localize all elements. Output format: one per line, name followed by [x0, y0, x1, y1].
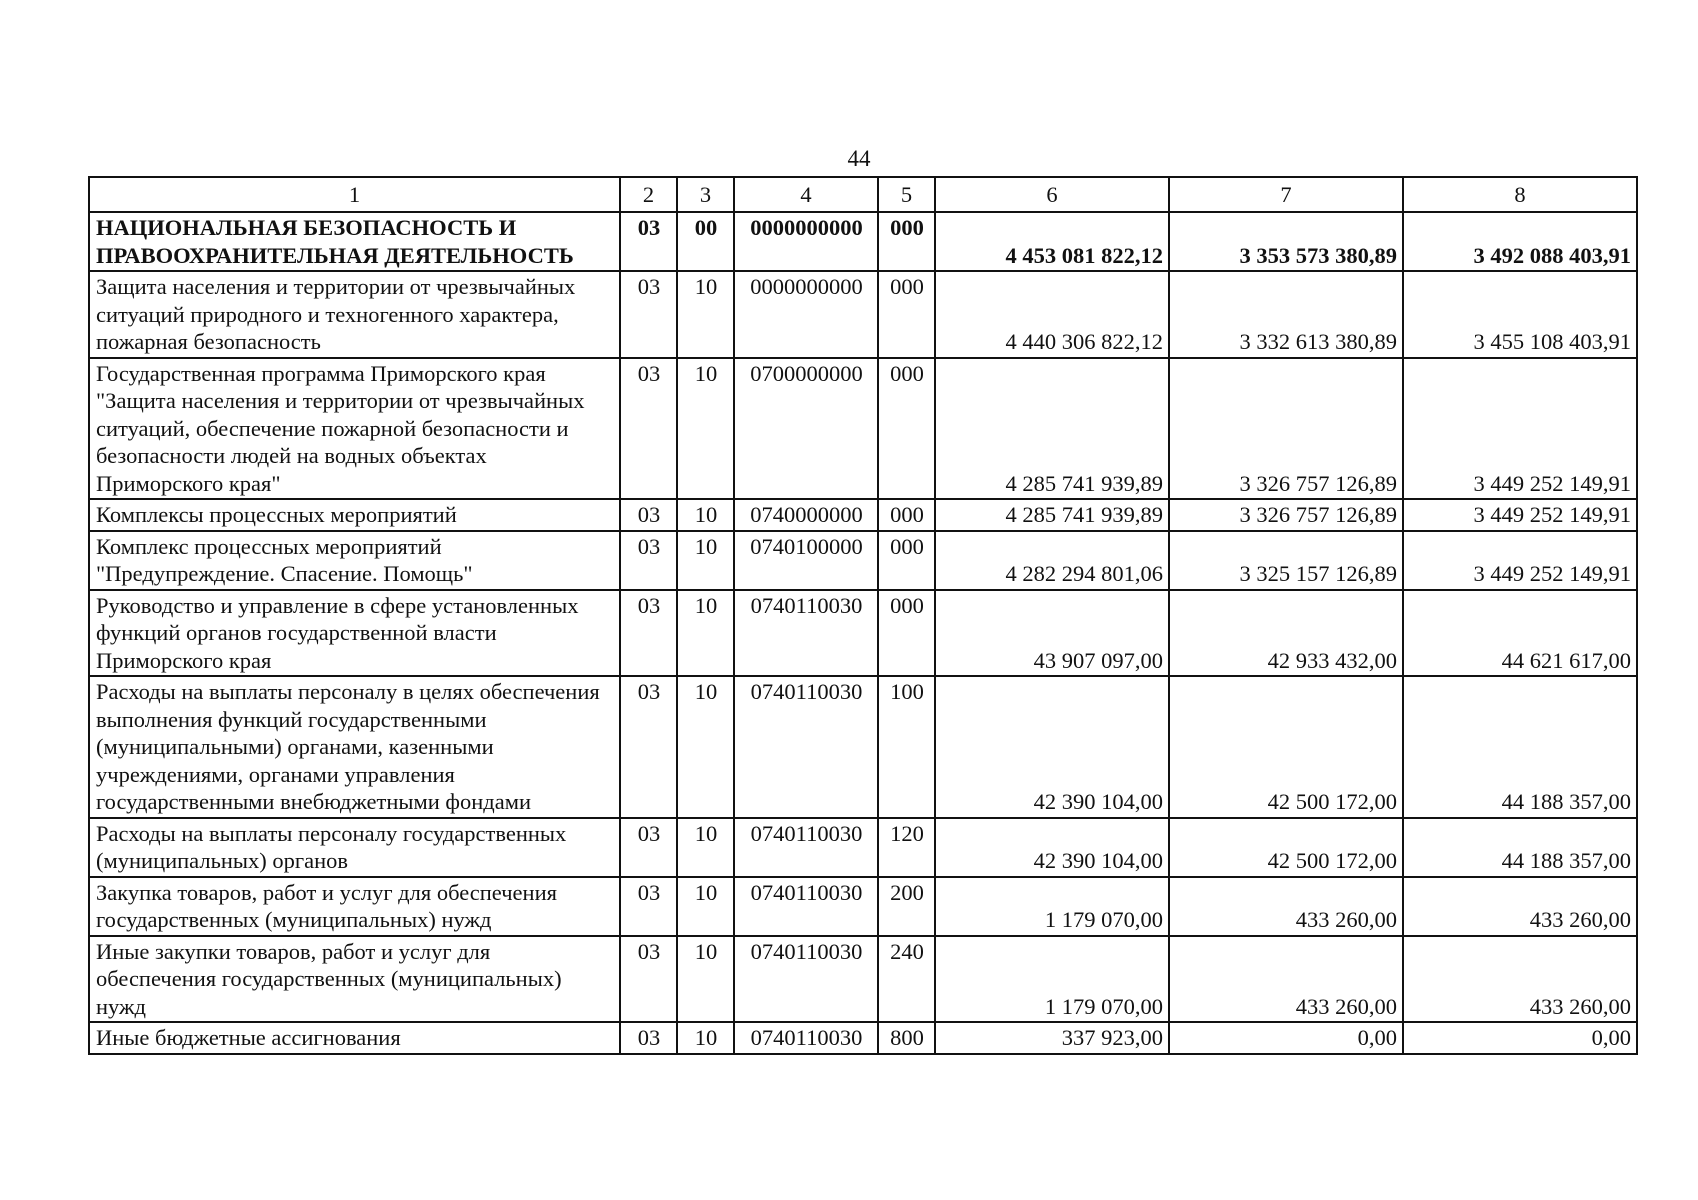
row-name: Иные бюджетные ассигнования — [89, 1022, 620, 1054]
amount-col-8: 3 455 108 403,91 — [1403, 271, 1637, 358]
amount-col-6: 1 179 070,00 — [935, 936, 1169, 1023]
row-name: Комплексы процессных мероприятий — [89, 499, 620, 531]
row-name: Расходы на выплаты персоналу в целях обеспечения выполнения функций государственными (муниципальными) органами, казенными учреждениями, органами управления государственными внебюджетными фондами — [89, 676, 620, 818]
header-col-4: 4 — [734, 177, 878, 212]
subsection-code: 10 — [677, 590, 734, 677]
section-code: 03 — [620, 531, 677, 590]
table-row — [89, 1022, 1637, 1054]
table-row — [89, 271, 1637, 358]
expense-type-code: 000 — [878, 499, 935, 531]
amount-col-6: 4 285 741 939,89 — [935, 358, 1169, 500]
row-name: Комплекс процессных мероприятий "Предупреждение. Спасение. Помощь" — [89, 531, 620, 590]
target-article-code: 0740100000 — [734, 531, 878, 590]
amount-col-6: 43 907 097,00 — [935, 590, 1169, 677]
table-row — [89, 877, 1637, 936]
header-col-8: 8 — [1403, 177, 1637, 212]
header-col-3: 3 — [677, 177, 734, 212]
amount-col-8: 44 621 617,00 — [1403, 590, 1637, 677]
row-name: Закупка товаров, работ и услуг для обеспечения государственных (муниципальных) нужд — [89, 877, 620, 936]
amount-col-7: 3 325 157 126,89 — [1169, 531, 1403, 590]
section-code: 03 — [620, 499, 677, 531]
expense-type-code: 000 — [878, 531, 935, 590]
target-article-code: 0740110030 — [734, 676, 878, 818]
table-row — [89, 590, 1637, 677]
amount-col-8: 3 449 252 149,91 — [1403, 499, 1637, 531]
row-name: Руководство и управление в сфере установленных функций органов государственной власти Приморского края — [89, 590, 620, 677]
header-col-1: 1 — [89, 177, 620, 212]
section-code: 03 — [620, 818, 677, 877]
header-col-7: 7 — [1169, 177, 1403, 212]
table-row — [89, 358, 1637, 500]
subsection-code: 10 — [677, 676, 734, 818]
amount-col-7: 3 326 757 126,89 — [1169, 358, 1403, 500]
target-article-code: 0000000000 — [734, 212, 878, 271]
amount-col-7: 42 933 432,00 — [1169, 590, 1403, 677]
amount-col-7: 42 500 172,00 — [1169, 676, 1403, 818]
amount-col-6: 42 390 104,00 — [935, 818, 1169, 877]
header-col-5: 5 — [878, 177, 935, 212]
expense-type-code: 100 — [878, 676, 935, 818]
table-row — [89, 531, 1637, 590]
row-name: Государственная программа Приморского края "Защита населения и территории от чрезвычайных ситуаций, обеспечение пожарной безопасности и безопасности людей на водных объектах Приморского края" — [89, 358, 620, 500]
expense-type-code: 000 — [878, 358, 935, 500]
target-article-code: 0740110030 — [734, 936, 878, 1023]
target-article-code: 0740110030 — [734, 818, 878, 877]
row-name: Защита населения и территории от чрезвычайных ситуаций природного и техногенного характера, пожарная безопасность — [89, 271, 620, 358]
amount-col-8: 0,00 — [1403, 1022, 1637, 1054]
header-row — [89, 177, 1637, 212]
table-row — [89, 499, 1637, 531]
row-name: Расходы на выплаты персоналу государственных (муниципальных) органов — [89, 818, 620, 877]
amount-col-8: 433 260,00 — [1403, 877, 1637, 936]
section-code: 03 — [620, 271, 677, 358]
amount-col-7: 0,00 — [1169, 1022, 1403, 1054]
amount-col-6: 42 390 104,00 — [935, 676, 1169, 818]
page-number: 44 — [847, 146, 871, 171]
amount-col-6: 4 285 741 939,89 — [935, 499, 1169, 531]
expense-type-code: 000 — [878, 590, 935, 677]
amount-col-8: 44 188 357,00 — [1403, 818, 1637, 877]
subsection-code: 10 — [677, 1022, 734, 1054]
expense-type-code: 120 — [878, 818, 935, 877]
section-code: 03 — [620, 936, 677, 1023]
table-row — [89, 936, 1637, 1023]
amount-col-8: 3 449 252 149,91 — [1403, 531, 1637, 590]
target-article-code: 0740110030 — [734, 877, 878, 936]
subsection-code: 10 — [677, 531, 734, 590]
target-article-code: 0740110030 — [734, 1022, 878, 1054]
target-article-code: 0740110030 — [734, 590, 878, 677]
expense-type-code: 240 — [878, 936, 935, 1023]
amount-col-7: 433 260,00 — [1169, 936, 1403, 1023]
budget-table — [88, 176, 1638, 1055]
section-code: 03 — [620, 212, 677, 271]
subsection-code: 10 — [677, 818, 734, 877]
amount-col-7: 3 326 757 126,89 — [1169, 499, 1403, 531]
subsection-code: 10 — [677, 936, 734, 1023]
table-row — [89, 212, 1637, 271]
amount-col-7: 3 332 613 380,89 — [1169, 271, 1403, 358]
subsection-code: 10 — [677, 271, 734, 358]
section-code: 03 — [620, 1022, 677, 1054]
target-article-code: 0000000000 — [734, 271, 878, 358]
section-code: 03 — [620, 877, 677, 936]
header-col-6: 6 — [935, 177, 1169, 212]
amount-col-6: 4 440 306 822,12 — [935, 271, 1169, 358]
header-col-2: 2 — [620, 177, 677, 212]
amount-col-8: 3 449 252 149,91 — [1403, 358, 1637, 500]
row-name: НАЦИОНАЛЬНАЯ БЕЗОПАСНОСТЬ И ПРАВООХРАНИТЕЛЬНАЯ ДЕЯТЕЛЬНОСТЬ — [89, 212, 620, 271]
section-code: 03 — [620, 590, 677, 677]
amount-col-7: 433 260,00 — [1169, 877, 1403, 936]
subsection-code: 00 — [677, 212, 734, 271]
table-row — [89, 818, 1637, 877]
subsection-code: 10 — [677, 358, 734, 500]
amount-col-8: 44 188 357,00 — [1403, 676, 1637, 818]
section-code: 03 — [620, 358, 677, 500]
table-row — [89, 676, 1637, 818]
amount-col-6: 337 923,00 — [935, 1022, 1169, 1054]
expense-type-code: 000 — [878, 212, 935, 271]
row-name: Иные закупки товаров, работ и услуг для обеспечения государственных (муниципальных) нужд — [89, 936, 620, 1023]
section-code: 03 — [620, 676, 677, 818]
amount-col-8: 433 260,00 — [1403, 936, 1637, 1023]
target-article-code: 0740000000 — [734, 499, 878, 531]
expense-type-code: 800 — [878, 1022, 935, 1054]
target-article-code: 0700000000 — [734, 358, 878, 500]
amount-col-7: 42 500 172,00 — [1169, 818, 1403, 877]
amount-col-6: 1 179 070,00 — [935, 877, 1169, 936]
amount-col-6: 4 282 294 801,06 — [935, 531, 1169, 590]
amount-col-6: 4 453 081 822,12 — [935, 212, 1169, 271]
amount-col-8: 3 492 088 403,91 — [1403, 212, 1637, 271]
amount-col-7: 3 353 573 380,89 — [1169, 212, 1403, 271]
subsection-code: 10 — [677, 499, 734, 531]
subsection-code: 10 — [677, 877, 734, 936]
expense-type-code: 000 — [878, 271, 935, 358]
expense-type-code: 200 — [878, 877, 935, 936]
